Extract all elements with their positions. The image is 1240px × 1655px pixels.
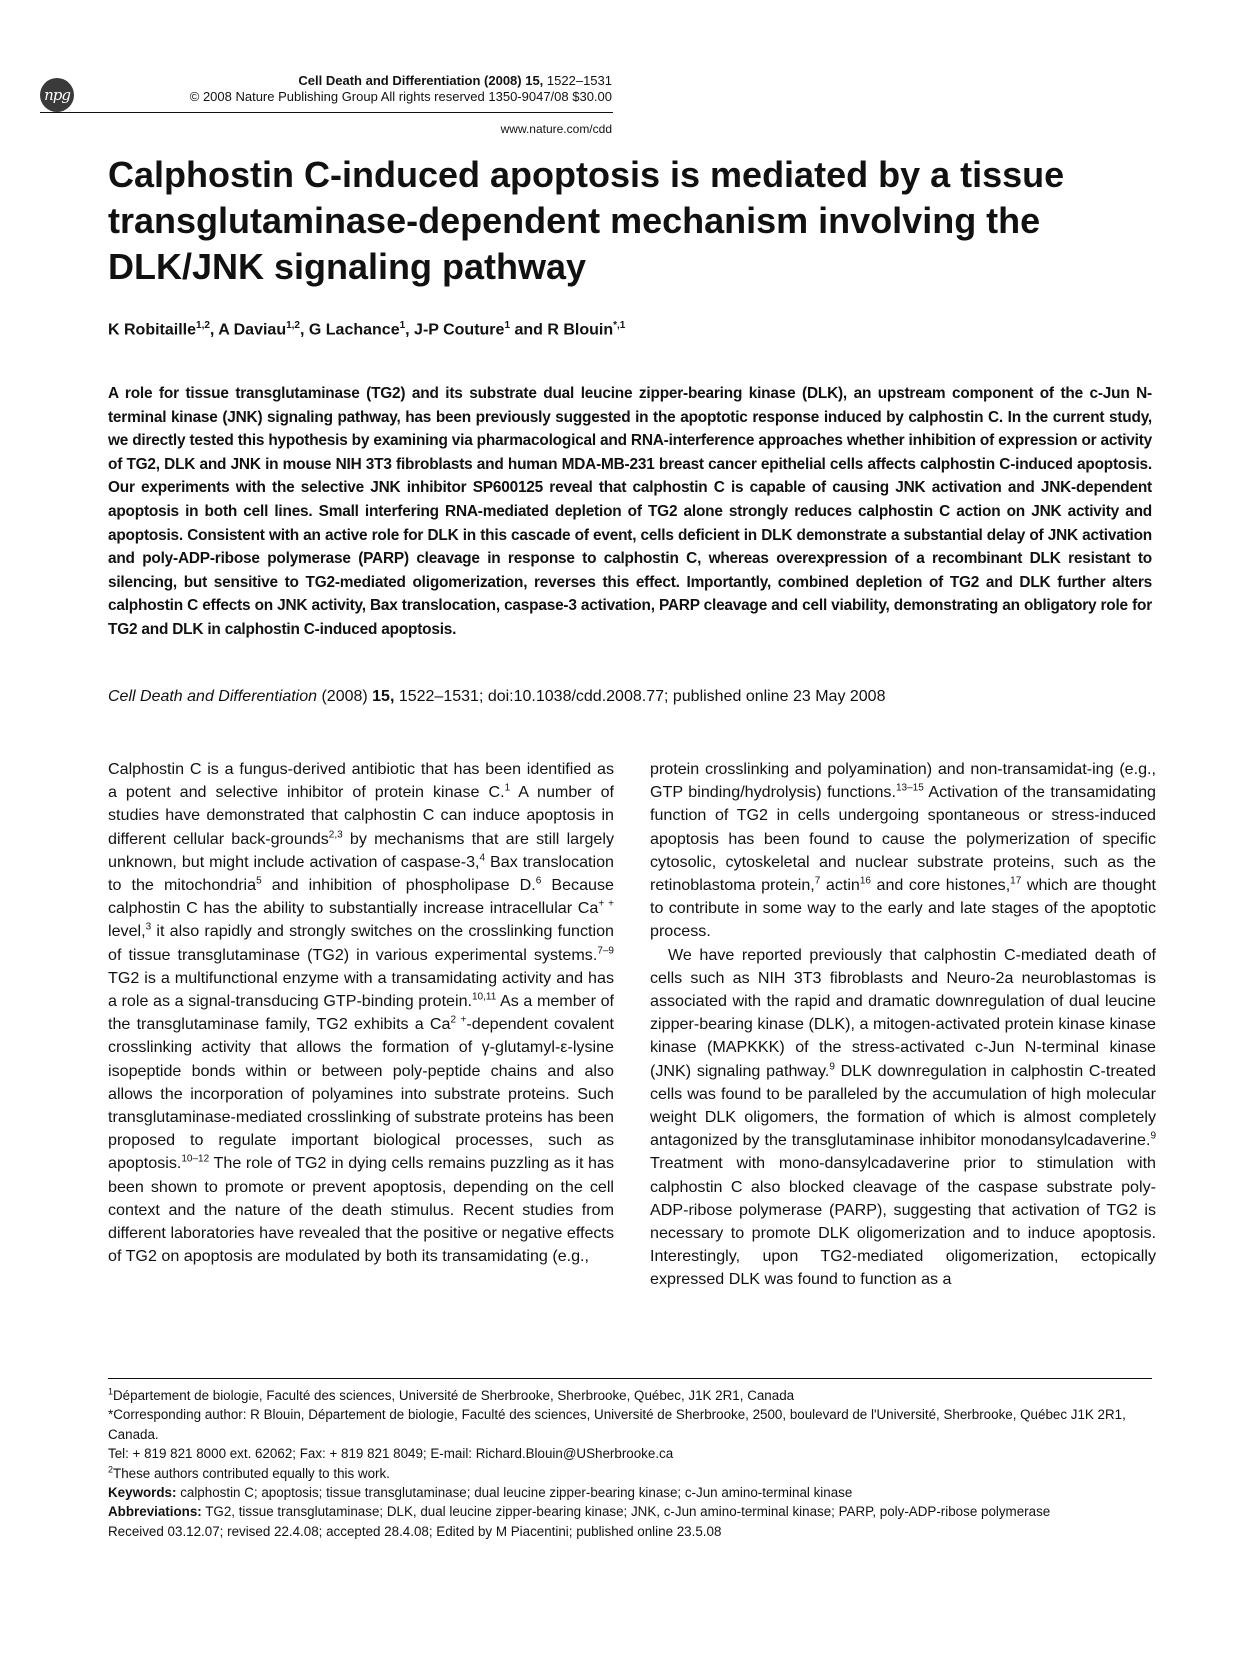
text-run: Because calphostin C has the ability to substantially increase intracellular Ca: [108, 876, 614, 918]
footnotes: [108, 1386, 1152, 1541]
author-separator: ,: [405, 321, 415, 339]
reference-marker: 5: [256, 875, 262, 887]
journal-website-link[interactable]: www.nature.com/cdd: [500, 122, 612, 136]
reference-marker: 9: [829, 1061, 835, 1073]
reference-marker: 2,3: [328, 829, 343, 841]
reference-marker: 16: [859, 875, 871, 887]
author-separator: ,: [209, 321, 219, 339]
text-run: We have reported previously that calphostin C-mediated death of cells such as NIH 3T3 fibroblasts and Neuro-2a neuroblastomas is associated with the rapid and dramatic downregulation of dual leucine zipper-bearing kinase (DLK), a mitogen-activated protein kinase kinase kinase (MAPKKK) of the stress-activated c-Jun N-terminal kinase (JNK) signaling pathway.: [650, 945, 1156, 1080]
affiliation-text: Département de biologie, Faculté des sciences, Université de Sherbrooke, Sherbrooke, Québec, J1K 2R1, Canada: [113, 1388, 795, 1403]
abstract: A role for tissue transglutaminase (TG2) and its substrate dual leucine zipper-bearing kinase (DLK), an upstream component of the c-Jun N-terminal kinase (JNK) signaling pathway, has been previously suggested in the apoptotic response induced by calphostin C. In the current study, we directly tested this hypothesis by examining via pharmacological and RNA-interference approaches whether inhibition of expression or activity of TG2, DLK and JNK in mouse NIH 3T3 fibroblasts and human MDA-MB-231 breast cancer epithelial cells affects calphostin C-induced apoptosis. Our experiments with the selective JNK inhibitor SP600125 reveal that calphostin C is capable of causing JNK activation and JNK-dependent apoptosis in both cell lines. Small interfering RNA-mediated depletion of TG2 alone strongly reduces calphostin C action on JNK activity and apoptosis. Consistent with an active role for DLK in this cascade of event, cells deficient in DLK demonstrate a substantial delay of JNK activation and poly-ADP-ribose polymerase (PARP) cleavage in response to calphostin C, whereas overexpression of a recombinant DLK resistant to silencing, but sensitive to TG2-mediated oligomerization, reverses this effect. Importantly, combined depletion of TG2 and DLK further alters calphostin C effects on JNK activity, Bax translocation, caspase-3 activation, PARP cleavage and cell viability, demonstrating an obligatory role for TG2 and DLK in calphostin C-induced apoptosis.: [108, 385, 1152, 638]
affiliation-marker: 1: [108, 1386, 114, 1397]
text-run: The role of TG2 in dying cells remains puzzling as it has been shown to promote or prevent apoptosis, depending on the cell context and the nature of the death stimulus. Recent studies from different laboratories have revealed that the positive or negative effects of TG2 on apoptosis are modulated by both its transamidating (e.g.,: [108, 1154, 614, 1266]
citation-doi[interactable]: 1522–1531; doi:10.1038/cdd.2008.77; published online 23 May 2008: [394, 688, 886, 705]
keywords-text: calphostin C; apoptosis; tissue transglutaminase; dual leucine zipper-bearing kinase; c-Jun amino-terminal kinase: [176, 1485, 853, 1501]
text-run: -dependent covalent crosslinking activity that allows the formation of γ-glutamyl-ε-lysine isopeptide bonds within or between poly-peptide chains and also allows the incorporation of polyamines into substrate proteins. Such transglutaminase-mediated crosslinking of substrate proteins has been proposed to regulate important biological processes, such as apoptosis.: [108, 1015, 614, 1173]
text-run: Bax translocation to the mitochondria: [108, 852, 614, 895]
footnote-corresponding: *Corresponding author: R Blouin, Département de biologie, Faculté des sciences, Université de Sherbrooke, 2500, boulevard de l'Université, Sherbrooke, Québec J1K 2R1, Canada.: [108, 1407, 1126, 1442]
reference-marker: + +: [598, 898, 614, 910]
reference-marker: 1: [504, 782, 511, 794]
author-list: [108, 320, 1108, 339]
author-name: J-P Couture: [414, 321, 505, 339]
text-run: and inhibition of phospholipase D.: [261, 876, 536, 895]
author-affiliation: 1: [399, 320, 406, 331]
author-affiliation: *,1: [613, 320, 626, 331]
reference-marker: 10–12: [181, 1154, 210, 1166]
author-affiliation: 1: [504, 320, 510, 331]
reference-marker: 7: [814, 875, 821, 887]
author-affiliation: 1,2: [196, 320, 210, 331]
journal-name: Cell Death and Differentiation (2008) 15,: [298, 73, 544, 88]
text-run: A number of studies have demonstrated that calphostin C can induce apoptosis in different cellular back-grounds: [108, 783, 614, 848]
abbreviations-label: Abbreviations:: [108, 1504, 202, 1520]
author-name: A Daviau: [218, 321, 287, 339]
author-name: G Lachance: [308, 321, 400, 339]
keywords-label: Keywords:: [108, 1485, 177, 1501]
body-paragraph: [108, 758, 614, 1268]
reference-marker: 9: [1150, 1130, 1156, 1142]
reference-marker: 10,11: [472, 991, 497, 1003]
text-run: which are thought to contribute in some way to the early and late stages of the apoptotic process.: [650, 876, 1156, 941]
journal-pages: 1522–1531: [543, 73, 612, 88]
text-run: level,: [108, 922, 146, 941]
reference-marker: 2 +: [450, 1014, 467, 1026]
body-column-right: [650, 758, 1156, 1292]
text-run: DLK downregulation in calphostin C-treated cells was found to be paralleled by the accumulation of high molecular weight DLK oligomers, the formation of which is almost completely antagonized by the transglutaminase inhibitor monodansylcadaverine.: [650, 1061, 1157, 1150]
citation-journal: Cell Death and Differentiation: [108, 688, 318, 705]
equal-text: These authors contributed equally to this work.: [113, 1465, 390, 1481]
footnote-divider: [108, 1378, 1152, 1379]
body-paragraph: [650, 758, 1156, 944]
header-divider: [40, 112, 613, 113]
author-separator: and: [510, 321, 548, 339]
text-run: protein crosslinking and polyamination) and non-transamidat-ing (e.g., GTP binding/hydrolysis) functions.: [650, 760, 1156, 802]
article-title: Calphostin C-induced apoptosis is mediated by a tissue transglutaminase-dependent mechanism involving the DLK/JNK signaling pathway: [108, 154, 1065, 287]
text-run: and core histones,: [871, 876, 1011, 895]
footnote-affiliation: [108, 1386, 1152, 1405]
footnote-received: Received 03.12.07; revised 22.4.08; accepted 28.4.08; Edited by M Piacentini; published online 23.5.08: [108, 1523, 722, 1539]
citation-volume: 15,: [372, 688, 395, 705]
copyright-line: © 2008 Nature Publishing Group All rights reserved 1350-9047/08 $30.00: [189, 89, 612, 104]
reference-marker: 6: [535, 875, 542, 887]
text-run: As a member of the transglutaminase family, TG2 exhibits a Ca: [108, 992, 614, 1034]
logo-text: npg: [44, 86, 70, 104]
footnote-contact: Tel: + 819 821 8000 ext. 62062; Fax: + 819 821 8049; E-mail: Richard.Blouin@USherbrooke.ca: [108, 1446, 674, 1462]
reference-marker: 3: [145, 922, 152, 934]
text-run: by mechanisms that are still largely unknown, but might include activation of caspase-3,: [108, 829, 614, 871]
journal-citation-line: [120, 73, 612, 89]
article-citation: [108, 688, 1148, 706]
footnote-abbreviations: [108, 1502, 1152, 1521]
text-run: actin: [820, 876, 860, 895]
footnote-equal-contribution: [108, 1464, 1152, 1483]
abbreviations-text: TG2, tissue transglutaminase; DLK, dual leucine zipper-bearing kinase; JNK, c-Jun amino-terminal kinase; PARP, poly-ADP-ribose polymerase: [201, 1504, 1051, 1520]
citation-year: (2008): [317, 688, 373, 705]
author-separator: ,: [300, 321, 309, 339]
npg-logo: [40, 78, 74, 112]
body-paragraph: [650, 944, 1156, 1292]
author-name: K Robitaille: [108, 321, 197, 339]
equal-marker: 2: [108, 1464, 114, 1475]
reference-marker: 4: [479, 852, 486, 864]
reference-marker: 17: [1010, 875, 1022, 887]
author-affiliation: 1,2: [286, 320, 300, 331]
reference-marker: 7–9: [597, 945, 614, 957]
text-run: Activation of the transamidating function of TG2 in cells undergoing spontaneous or stress-induced apoptosis has been found to cause the polymerization of specific cytosolic, cytoskeletal and nuclear substrate proteins, such as the retinoblastoma protein,: [650, 783, 1156, 895]
text-run: Treatment with mono-dansylcadaverine prior to stimulation with calphostin C also blocked cleavage of the caspase substrate poly-ADP-ribose polymerase (PARP), suggesting that activation of TG2 is necessary to promote DLK oligomerization and to induce apoptosis. Interestingly, upon TG2-mediated oligomerization, ectopically expressed DLK was found to function as a: [650, 1154, 1156, 1289]
text-run: Calphostin C is a fungus-derived antibiotic that has been identified as a potent and selective inhibitor of protein kinase C.: [108, 760, 614, 802]
text-run: TG2 is a multifunctional enzyme with a transamidating activity and has a role as a signal-transducing GTP-binding protein.: [108, 968, 614, 1011]
body-column-left: [108, 758, 614, 1268]
text-run: it also rapidly and strongly switches on the crosslinking function of tissue transglutaminase (TG2) in various experimental systems.: [108, 922, 614, 964]
author-name: R Blouin: [547, 321, 614, 339]
footnote-keywords: [108, 1483, 1152, 1502]
reference-marker: 13–15: [895, 782, 924, 794]
journal-header: [120, 73, 612, 105]
